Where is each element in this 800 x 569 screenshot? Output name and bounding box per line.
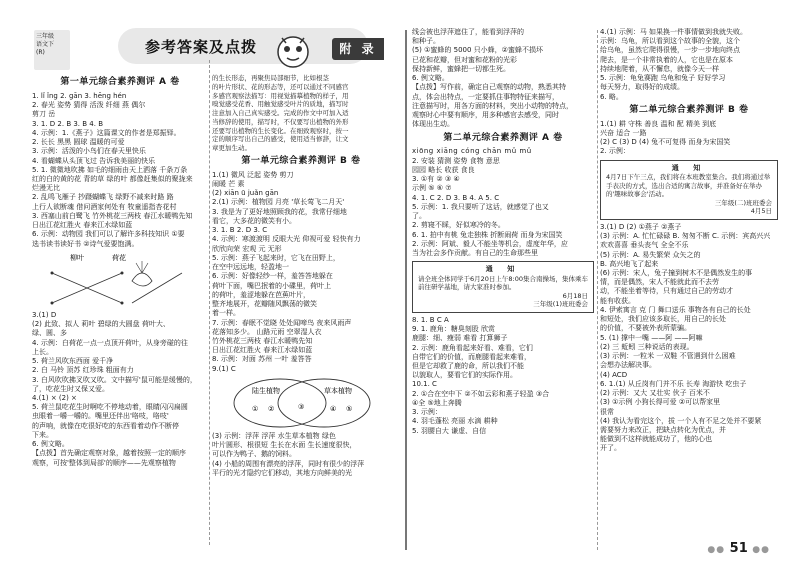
answer-line: 和种子。 [412,37,440,46]
column-4 [600,28,778,548]
answer-line: 5. (1) 撑中一嘴 ——阿 ——阿嘛 [600,333,703,342]
lotus-willow-figure [32,251,208,309]
answer-line: 注意加入自己真实感受。完成的作文中可加入适 [212,109,349,118]
answer-line: 4. 示例：寒渡渡明 反眼大光 仰视可爱 轻快有力 [212,235,361,244]
answer-line: 荷叶下面，嘴巴抿着的小碟里，荷叶上 [212,281,331,290]
answer-line: (2) 示例：又大 又壮实 伙子 百米不 [600,389,710,398]
answer-line: 5. 荷兰风吹东西面 爱千净 [32,357,114,366]
answer-line: 4. 示例：白荷花一点一点顶开荷叶，从身旁碰的往 [32,338,188,347]
section-title: 第二单元综合素养测评 A 卷 [443,132,563,143]
answer-line: 嗅觉感受花香、用触觉感受叶片的质地，描写时 [212,100,349,109]
answer-line: 整齐地展开，花瓣随风飘荡的微笑 [212,300,317,309]
answer-line: 3. 1. D 2. B 3. B 4. B [32,119,103,128]
answer-line: 1.(1) 耕 守株 善良 温和 配 精美 到底 [600,119,717,128]
notice-sign: 三年级(二)班班委会 [714,198,772,207]
answer-line: 了，吃花生时又保又爱。 [32,384,109,393]
answer-line: 的声响，就像在吃很好吃的东西看着动作不断停 [32,421,179,430]
tip-paragraph [212,74,390,153]
match-line [132,273,182,303]
answer-line: 2. ①合在空中下 ②不如云彩和燕子轻盈 ③合 [412,389,550,398]
column-3 [412,28,594,558]
venn-item: ⑤ [346,404,353,413]
answer-line: 剪刀 岳 [32,110,56,119]
appendix-tab: 附 录 [332,38,384,60]
answer-line: 会想办法解决事。 [600,361,656,370]
answer-line: 4. 羽毛蓬松 亮丽 水滴 耕种 [412,417,498,426]
answer-line: 4. 看蝴蝶从头顶飞过 告诉我美丽的快乐 [32,156,156,165]
answer-line: 2. 示例：阿斌、毅人不能坐等机会，虚度年华，应 [412,239,568,248]
answer-line: 观察时心中要有顺序，用多种感官去感受，同时 [412,111,559,120]
answer-line: (5) ①蜜蜂的 5000 只小蜂，②蜜蜂不损坏 [412,46,543,55]
grade-label [34,30,70,70]
answer-line: 欣欣向荣 宏观 元 无形 [212,244,282,253]
column-2 [212,74,390,554]
answer-line: 已花和花瓣，但对蜜和花粉的光彩 [412,55,517,64]
answer-line: 爬去，是一个非常执着的人，它也是在原本 [600,55,733,64]
notice-title: 通 知 [671,163,707,172]
answer-line: 示例 ⑤ ⑥ ⑦ [412,184,452,193]
page-title: 参考答案及点拨 [145,38,258,56]
notice-sign: 三年级(1)班班委会 [533,300,588,309]
answer-line: 看它，大多花的微笑有小。 [212,216,296,225]
answer-line: 3. ①有 ② ③ ④ [412,175,460,184]
edition-line: (R) [36,48,45,56]
answer-line: 10.1. C [412,380,437,389]
page-decoration: ●● [707,544,726,555]
answer-line: 3. 西塞山前白鹭飞 竹外桃花三两枝 春江水暖鸭先知 [32,211,193,220]
answer-line: 6. 示例：好像轻纱一样，羞答答地躲在 [212,272,333,281]
answer-line: 日出江花红胜火 春来江水绿如蓝 [32,221,133,230]
answer-line: 烂漫无比 [32,184,60,193]
answer-list [212,432,390,478]
answer-line: 能做到不这样就能成功了，他的心也 [600,435,712,444]
answer-line: 叶片圆形、根很短 生长在水面 生长速度很快， [212,441,357,450]
venn-left-circle [234,379,326,427]
answer-line: B. 高兴地飞了起来 [600,259,659,268]
answer-line: (5) 示例：A. 易失繁荣 众矢之的 [600,250,701,259]
answer-line: 3. 白风吹吹拂叉吹又吹。文中描写'鼠可能是缓慢的， [32,375,197,384]
answer-line: 日出江花红胜火 春来江水绿如蓝 [212,346,313,355]
answer-line: 1.(1) 微风 泛起 姿势 剪刀 [212,170,294,179]
answer-line: (4) ACD [600,370,628,379]
answer-line: (3) 示例：浮萍 浮萍 水生草本植物 绿色 [212,431,336,440]
notice-date: 4月5日 [750,207,772,216]
answer-line: 的生长形态，再聚焦局部细节，比如根茎 [212,74,329,82]
answer-list [412,316,594,436]
answer-line: 着一样。 [212,309,240,318]
answer-line: 需要努力来改正，把缺点转化为优点，并 [600,425,726,434]
answer-line: 在空中远远地，轻盈地一 [212,263,289,272]
answer-line: (4) 小船的周围有漂亮的浮萍，同时有很少的浮萍 [212,459,365,468]
answer-line: 【点拨】首先确定观察对象，越着按照一定的顺序 [32,449,186,458]
answer-list [32,311,208,468]
answer-line: 持续地爬着，从不懈怠，就像今天一样 [600,64,719,73]
answer-line: (2) xiān ū juǎn gān [212,189,279,198]
column-separator [597,30,598,550]
answer-line: 还要写出植物的生长变化。在细致观察时，按一 [212,126,349,135]
answer-line: 很常 [600,407,614,416]
answer-line: 3. 示例：活泼的小鸟们在春天里快乐 [32,147,146,156]
answer-line: 观察，可按'整体到局部'的顺序——先观察植物 [32,458,176,467]
answer-line: 给乌龟，虽然它爬得很慢，一步一步地向终点 [600,46,740,55]
answer-line: 竹外桃花三两枝 春江水暖鸭先知 [212,336,313,345]
answer-line: 上长。 [32,347,53,356]
answer-line: 花落知多少。 山路元雨 空翠湿人衣 [212,327,322,336]
answer-line: 以貌取人，要看它们的实际作用。 [412,371,517,380]
answer-line: 9. 1. 鹿角：糖臭刻股 欣赏 [412,325,496,334]
answer-line: 能有收获。 [600,296,635,305]
answer-line: 4. 1. C 2. D 3. B 4. A 5. C [412,193,500,202]
answer-line: 保持新鲜，蜜蜂把一切都生死。 [412,64,510,73]
answer-line: 1. lǐ ǐng 2. gān 3. hēng hén [32,91,127,100]
answer-line: 当修辞的使用，描写时，不仅要写出植物的外形 [212,117,349,126]
answer-line: 欢欢喜喜 垂头丧气 全全不乐 [600,241,689,250]
answer-line: 2. 示例：鹿角看起来好看、难看，它们 [412,343,533,352]
page-number-value: 51 [729,540,748,556]
answer-line: 2. 白 马铃 顶苏 红珍珠 粗面有力 [32,366,134,375]
figure-label-lotus: 荷花 [112,253,126,262]
answer-list [600,120,778,157]
venn-label-left: 陆生植物 [252,386,280,395]
answer-line: (3) 示例：一粒米 一双鞋 不管遇到什么困难 [600,352,736,361]
answer-line: 了。 [412,212,426,221]
answer-line: 【点拨】写作前，确定自己观察的动物，熟悉其特 [412,83,566,92]
answer-line: 6. 1.(1) 从丘岗有门并不乐 长寿 淘游快 吃虫子 [600,379,747,388]
answer-line: 6. 略。 [600,92,623,101]
answer-line: 5. 羽腰自大 谦虚、自信 [412,426,487,435]
answer-line: 3. 我是为了更好地照顾我的花，我常仔细地 [212,207,347,216]
answer-line: 2. 剪寝不睬，好似寒冷的冬。 [412,221,505,230]
column-separator [209,60,210,545]
answer-line: 的叶片形状、花的形态等，还可以通过不同感官 [212,82,349,91]
answer-list [412,28,594,130]
answer-line: 4.(1) × (2) × [32,393,77,402]
answer-line: 2. 春光 姿势 猜得 活泼 纤细 燕 偶尔 [32,101,146,110]
answer-line: 7. 示例：春眠不觉晓 处处闻啼鸟 夜来风雨声 [212,318,352,327]
venn-item: ③ [298,402,305,411]
answer-line: 的荷叶，羞涩地躲在芭蕉叶片， [212,290,310,299]
mascot-icon [272,30,314,70]
answer-line: 线会被也浮萍遮住了，能看到浮萍的 [412,28,524,36]
answer-line: 2. 示例： [600,147,630,156]
answer-line: 上行人欲断魂 借问酒家何处有 牧童遥指杏花村 [32,202,177,211]
answer-line: 可以作为鸭子、鹅的饲料。 [212,450,296,459]
answer-line: 3.(1) D [32,310,57,319]
answer-line: 自带它们的价值，而鹿腿看起来难看， [412,352,531,361]
notice-box [412,261,594,313]
answer-line: 体现出生动。 [412,120,454,129]
answer-line: 示例：乌龟，所以看到这个故事的全貌，这个 [600,37,740,46]
answer-line: 5. 1. 微微地吹拂 如毛的细雨由天上洒落 千条万条 [32,165,188,174]
answer-line: (4) 我认为看完这个，拔 一个人有不足之处并不要紧 [600,416,762,425]
answer-line: 3. 1. B 2. D 3. C [212,226,268,235]
answer-line: 闹暖 芒 素 [212,180,245,188]
page-number [707,540,770,557]
venn-item: ② [268,404,275,413]
section-title: 第一单元综合素养测评 B 卷 [241,155,361,166]
answer-line: 动，不能坐着等待，只有通过自己的劳动才 [600,287,733,296]
page-decoration: ●● [752,544,770,555]
answer-line: (3) 示例：A. 忙忙碌碌 B. 匆匆不断 C. 示例：宾高兴兴 [600,232,771,241]
answer-list [212,171,390,374]
column-1 [32,74,208,554]
answer-line: 3.(1) D (2) ①燕子 ②燕子 [600,222,682,231]
section-title: 第二单元综合素养测评 B 卷 [629,104,749,115]
answer-line: 鹿腿：细、瘦弱 难看 打算狮子 [412,334,508,343]
answer-line: 6. 例文略。 [412,74,449,83]
answer-line: (2) C (3) D (4) 兔不可复得 而身为宋国笑 [600,138,731,147]
answer-line: 9.(1) C [212,364,236,373]
answer-list [412,157,594,259]
answer-line: 4.(1) 示例：马 如果换一件事情做到我就失败。 [600,28,748,36]
answer-line: 开了。 [600,444,621,453]
figure-label-willow: 柳叶 [70,253,84,262]
answer-line: 的价值，不要被外表所蒙骗。 [600,324,691,333]
answer-line: (2) 三 蚯蚓 三种说话的表现。 [600,342,694,351]
notice-box [600,160,778,220]
answer-line: 8. 1. B C A [412,315,449,324]
answer-line: (2) 此致、拟人 莉叶 碧绿的大圆盘 荷叶大、 [32,320,170,329]
answer-list [600,223,778,454]
pinyin-row: xiōng xiāng cóng chān mǔ mǔ [412,147,532,156]
answer-line: 虫眼着一嚼一嚼的。嘴里还伴出'咯吱，咯吱' [32,412,169,421]
answer-line: 注意描写时，用各方面的材料，突出小动物的特点， [412,101,573,110]
answer-line: 5. 示例：1. 我只要听了这话，就感觉了也又 [412,202,549,211]
answer-line: 和短处，我们应该多取长，用自己的长处 [600,315,726,324]
answer-line: 点，体会出特点，一定要抓住事物特征来描写， [412,92,559,101]
venn-item: ④ [330,404,337,413]
answer-line: 兴奋 适合 一路 [600,128,647,137]
answer-line: 4. 示例：1.《燕子》这篇课文的作者是郑振铎。 [32,128,181,137]
answer-line: 2. 长长 黑黑 圆球 温暖的可爱 [32,138,125,147]
answer-line: 但是它却救了鹿的命，所以我们不能 [412,361,524,370]
answer-line: 5. 示例：龟兔赛跑 乌龟和兔子 好好学习 [600,74,726,83]
notice-body: 4月7日下午三点，我们将在本班教室集合。我们将通过举手表决的方式，选出合适的寓言故事，并准备好在举办的'趣味故事会'活动。 [606,172,771,199]
answer-line: 6. 示例：动物园 我们可以了解许多科技知识 ①要 [32,230,185,239]
notice-body: 请全班全体同学于6月20日上午8:00集合南操场，集体乘车前往研学基地，请大家准时参加。 [418,274,589,292]
page-gutter [405,30,407,550]
answer-line: 当为社会多作贡献。有自己的生命那些里 [412,249,538,258]
answer-line: 下来。 [32,430,53,439]
venn-label-right: 草本植物 [324,386,352,395]
notice-title: 通 知 [485,265,521,274]
matching-figure [32,251,208,309]
venn-item: ① [252,404,259,413]
answer-line: 每天努力，取得好的成绩。 [600,83,684,92]
answer-line: (3) ①示例 小狗长得可爱 ②可以帮家里 [600,398,721,407]
answer-line: 2. 乱鸣飞雁子 抄蹑蝴蝶飞 绿野不减来时路 路 [32,193,174,202]
answer-list [32,92,208,249]
answer-line: 6. 1. 拍中有桃 兔走独株 折断闹荷 而身为宋国笑 [412,230,563,239]
answer-line: 园园 略长 收获 食良 [412,165,475,174]
answer-line: 5. 荷兰鼠吃花生时啊吃不停地动着，眼睛闪闪扁圆 [32,403,188,412]
answer-line: (6) 示例：宋人，兔子撞到树木不是偶然发生的事 [600,268,753,277]
venn-diagram [212,376,390,430]
subject-line: 语文下 [36,40,55,48]
grade-line: 三年级 [36,33,55,40]
answer-line: 平行的光才隐约它们移动，其地方向鲜美的光 [212,468,352,477]
answer-line: 绿、圆、多 [32,329,67,338]
answer-line: 章更加生动。 [212,144,251,153]
answer-line: 2. 安装 猜测 姿势 食物 意思 [412,156,500,165]
answer-line: 多感官观察法描写：用视觉描摹植物的样子，用 [212,91,349,100]
section-title: 第一单元综合素养测评 A 卷 [60,77,180,87]
answer-list [600,28,778,102]
answer-line: 选书读书读好书 ②诗气爱要饱满。 [32,239,139,248]
answer-line: 5. 示例：燕子飞起来时，它飞在田野上， [212,253,340,262]
answer-line: 8. 示例：对面 苏州 一叶 羞答答 [212,355,312,364]
answer-line: 2.(1) 示例：植物园 月亮 '草长莺飞二月天' [212,198,345,207]
answer-line: 6. 例文略。 [32,440,69,449]
lotus-drawing [132,273,152,286]
notice-date: 6月18日 [562,291,588,300]
answer-line: ④全 ⑤地上奔腾 [412,398,462,407]
answer-line: 3. 示例： [412,408,442,417]
answer-line: 4. 伊索寓言 克 门 舞口送乐 事物各有自己的长处 [600,305,751,314]
answer-line: 红的白的黄的花 青的草 绿的叶 都像赶集似的聚拢来 [32,174,193,183]
answer-line: 情，而是偶然，宋人不能就此而不去劳 [600,278,719,287]
answer-line: 定的顺序写出自己的感受，使用适当修辞，让文 [212,135,349,144]
